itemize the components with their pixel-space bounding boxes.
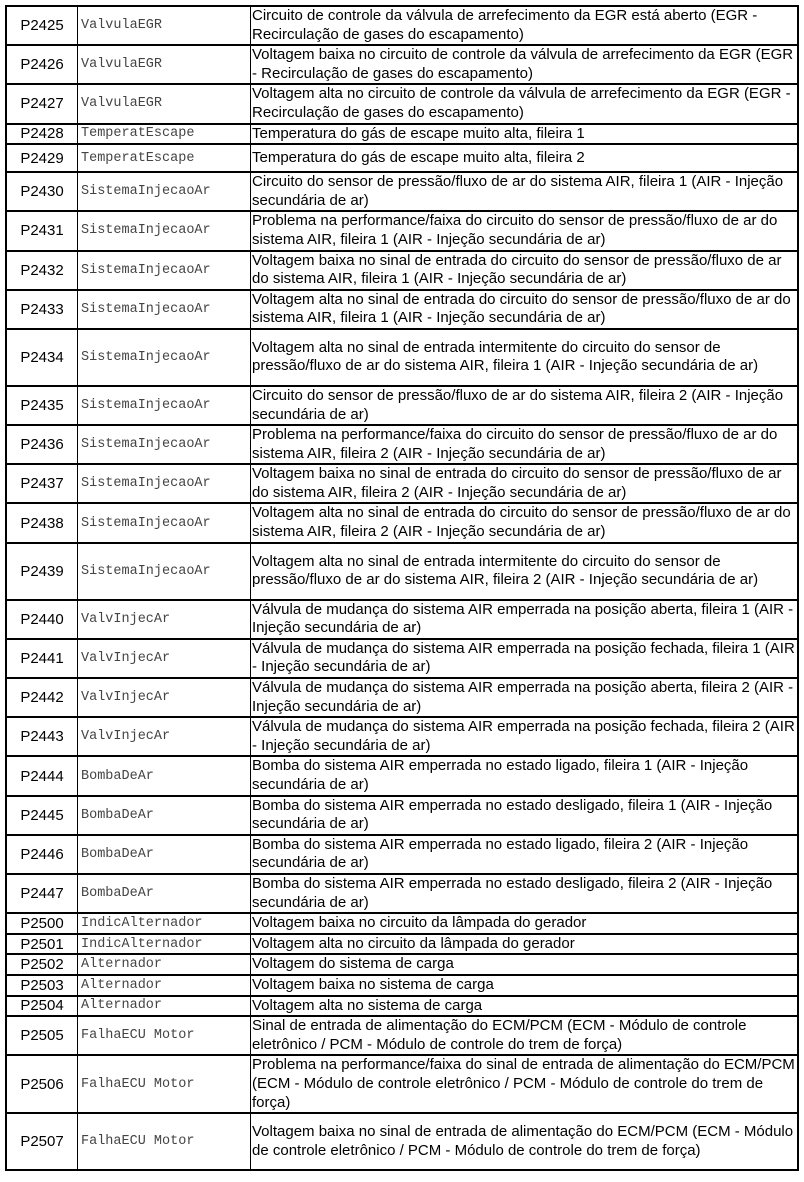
dtc-code-cell: P2504: [6, 996, 78, 1017]
system-name-cell: ValvInjecAr: [78, 717, 251, 756]
system-name-cell: Alternador: [78, 975, 251, 996]
system-name-cell: ValvInjecAr: [78, 600, 251, 639]
dtc-code-cell: P2505: [6, 1016, 78, 1055]
dtc-code-cell: P2430: [6, 172, 78, 211]
description-cell: Bomba do sistema AIR emperrada no estado ligado, fileira 2 (AIR - Injeção secundária de ar): [251, 835, 799, 874]
system-name-cell: ValvulaEGR: [78, 45, 251, 84]
description-cell: Válvula de mudança do sistema AIR emperrada na posição fechada, fileira 2 (AIR - Injeção secundária de ar): [251, 717, 799, 756]
dtc-code-cell: P2437: [6, 464, 78, 503]
dtc-code-cell: P2427: [6, 84, 78, 123]
dtc-code-cell: P2441: [6, 639, 78, 678]
table-row: [6, 874, 798, 913]
description-cell: Voltagem baixa no sistema de carga: [251, 975, 799, 996]
description-cell: Voltagem alta no sinal de entrada do circuito do sensor de pressão/fluxo de ar do sistema AIR, fileira 2 (AIR - Injeção secundária de ar): [251, 503, 799, 542]
table-row: [6, 1113, 798, 1170]
table-row: [6, 172, 798, 211]
table-row: [6, 1016, 798, 1055]
dtc-code-cell: P2440: [6, 600, 78, 639]
description-cell: Problema na performance/faixa do circuito do sensor de pressão/fluxo de ar do sistema AIR, fileira 2 (AIR - Injeção secundária de ar): [251, 425, 799, 464]
table-row: [6, 796, 798, 835]
system-name-cell: ValvulaEGR: [78, 84, 251, 123]
system-name-cell: FalhaECU Motor: [78, 1055, 251, 1113]
system-name-cell: BombaDeAr: [78, 874, 251, 913]
table-row: [6, 425, 798, 464]
description-cell: Temperatura do gás de escape muito alta, fileira 1: [251, 124, 799, 145]
description-cell: Voltagem alta no sinal de entrada do circuito do sensor de pressão/fluxo de ar do sistema AIR, fileira 1 (AIR - Injeção secundária de ar): [251, 290, 799, 329]
dtc-code-table: [5, 5, 799, 1171]
system-name-cell: FalhaECU Motor: [78, 1113, 251, 1170]
description-cell: Circuito do sensor de pressão/fluxo de ar do sistema AIR, fileira 1 (AIR - Injeção secundária de ar): [251, 172, 799, 211]
table-row: [6, 329, 798, 386]
system-name-cell: SistemaInjecaoAr: [78, 464, 251, 503]
system-name-cell: SistemaInjecaoAr: [78, 251, 251, 290]
system-name-cell: IndicAlternador: [78, 913, 251, 934]
dtc-code-cell: P2426: [6, 45, 78, 84]
system-name-cell: ValvulaEGR: [78, 6, 251, 45]
dtc-code-cell: P2432: [6, 251, 78, 290]
dtc-code-cell: P2503: [6, 975, 78, 996]
table-row: [6, 678, 798, 717]
table-row: [6, 639, 798, 678]
dtc-code-cell: P2443: [6, 717, 78, 756]
system-name-cell: SistemaInjecaoAr: [78, 425, 251, 464]
description-cell: Voltagem baixa no circuito da lâmpada do gerador: [251, 913, 799, 934]
system-name-cell: SistemaInjecaoAr: [78, 211, 251, 250]
dtc-code-cell: P2445: [6, 796, 78, 835]
dtc-code-cell: P2502: [6, 954, 78, 975]
table-row: [6, 996, 798, 1017]
dtc-code-cell: P2435: [6, 386, 78, 425]
description-cell: Válvula de mudança do sistema AIR emperrada na posição fechada, fileira 1 (AIR - Injeção secundária de ar): [251, 639, 799, 678]
system-name-cell: TemperatEscape: [78, 124, 251, 145]
system-name-cell: SistemaInjecaoAr: [78, 172, 251, 211]
description-cell: Voltagem baixa no circuito de controle da válvula de arrefecimento da EGR (EGR - Recirculação de gases do escapamento): [251, 45, 799, 84]
dtc-table-body: [6, 6, 798, 1170]
description-cell: Voltagem alta no circuito da lâmpada do gerador: [251, 934, 799, 955]
dtc-code-cell: P2507: [6, 1113, 78, 1170]
description-cell: Voltagem alta no sinal de entrada intermitente do circuito do sensor de pressão/fluxo de ar do sistema AIR, fileira 1 (AIR - Injeção secundária de ar): [251, 329, 799, 386]
table-row: [6, 84, 798, 123]
dtc-code-cell: P2438: [6, 503, 78, 542]
description-cell: Sinal de entrada de alimentação do ECM/PCM (ECM - Módulo de controle eletrônico / PCM - Módulo de controle do trem de força): [251, 1016, 799, 1055]
table-row: [6, 251, 798, 290]
table-row: [6, 934, 798, 955]
table-row: [6, 386, 798, 425]
description-cell: Bomba do sistema AIR emperrada no estado desligado, fileira 1 (AIR - Injeção secundária de ar): [251, 796, 799, 835]
system-name-cell: SistemaInjecaoAr: [78, 386, 251, 425]
system-name-cell: TemperatEscape: [78, 144, 251, 172]
dtc-code-cell: P2428: [6, 124, 78, 145]
system-name-cell: BombaDeAr: [78, 756, 251, 795]
system-name-cell: BombaDeAr: [78, 835, 251, 874]
table-row: [6, 464, 798, 503]
description-cell: Voltagem baixa no sinal de entrada do circuito do sensor de pressão/fluxo de ar do sistema AIR, fileira 2 (AIR - Injeção secundária de ar): [251, 464, 799, 503]
description-cell: Problema na performance/faixa do sinal de entrada de alimentação do ECM/PCM (ECM - Módulo de controle eletrônico / PCM - Módulo de controle do trem de força): [251, 1055, 799, 1113]
dtc-code-cell: P2501: [6, 934, 78, 955]
system-name-cell: SistemaInjecaoAr: [78, 329, 251, 386]
description-cell: Voltagem alta no sistema de carga: [251, 996, 799, 1017]
system-name-cell: ValvInjecAr: [78, 639, 251, 678]
description-cell: Circuito do sensor de pressão/fluxo de ar do sistema AIR, fileira 2 (AIR - Injeção secundária de ar): [251, 386, 799, 425]
table-row: [6, 913, 798, 934]
description-cell: Válvula de mudança do sistema AIR emperrada na posição aberta, fileira 1 (AIR - Injeção secundária de ar): [251, 600, 799, 639]
dtc-code-cell: P2446: [6, 835, 78, 874]
table-row: [6, 975, 798, 996]
table-row: [6, 144, 798, 172]
dtc-code-cell: P2506: [6, 1055, 78, 1113]
dtc-code-cell: P2436: [6, 425, 78, 464]
dtc-code-cell: P2429: [6, 144, 78, 172]
dtc-code-cell: P2500: [6, 913, 78, 934]
table-row: [6, 290, 798, 329]
dtc-code-cell: P2442: [6, 678, 78, 717]
dtc-code-cell: P2433: [6, 290, 78, 329]
description-cell: Voltagem alta no sinal de entrada intermitente do circuito do sensor de pressão/fluxo de ar do sistema AIR, fileira 2 (AIR - Injeção secundária de ar): [251, 543, 799, 600]
dtc-code-cell: P2444: [6, 756, 78, 795]
dtc-code-cell: P2434: [6, 329, 78, 386]
table-row: [6, 835, 798, 874]
dtc-code-cell: P2447: [6, 874, 78, 913]
system-name-cell: BombaDeAr: [78, 796, 251, 835]
table-row: [6, 543, 798, 600]
description-cell: Bomba do sistema AIR emperrada no estado desligado, fileira 2 (AIR - Injeção secundária de ar): [251, 874, 799, 913]
table-row: [6, 600, 798, 639]
description-cell: Bomba do sistema AIR emperrada no estado ligado, fileira 1 (AIR - Injeção secundária de ar): [251, 756, 799, 795]
table-row: [6, 503, 798, 542]
table-row: [6, 211, 798, 250]
table-row: [6, 756, 798, 795]
table-row: [6, 124, 798, 145]
description-cell: Voltagem baixa no sinal de entrada de alimentação do ECM/PCM (ECM - Módulo de controle eletrônico / PCM - Módulo de controle do trem de força): [251, 1113, 799, 1170]
system-name-cell: IndicAlternador: [78, 934, 251, 955]
description-cell: Circuito de controle da válvula de arrefecimento da EGR está aberto (EGR - Recirculação de gases do escapamento): [251, 6, 799, 45]
description-cell: Voltagem alta no circuito de controle da válvula de arrefecimento da EGR (EGR - Recirculação de gases do escapamento): [251, 84, 799, 123]
table-row: [6, 45, 798, 84]
system-name-cell: SistemaInjecaoAr: [78, 543, 251, 600]
system-name-cell: FalhaECU Motor: [78, 1016, 251, 1055]
description-cell: Problema na performance/faixa do circuito do sensor de pressão/fluxo de ar do sistema AIR, fileira 1 (AIR - Injeção secundária de ar): [251, 211, 799, 250]
table-row: [6, 1055, 798, 1113]
description-cell: Voltagem baixa no sinal de entrada do circuito do sensor de pressão/fluxo de ar do sistema AIR, fileira 1 (AIR - Injeção secundária de ar): [251, 251, 799, 290]
description-cell: Voltagem do sistema de carga: [251, 954, 799, 975]
table-row: [6, 954, 798, 975]
description-cell: Temperatura do gás de escape muito alta, fileira 2: [251, 144, 799, 172]
description-cell: Válvula de mudança do sistema AIR emperrada na posição aberta, fileira 2 (AIR - Injeção secundária de ar): [251, 678, 799, 717]
table-row: [6, 6, 798, 45]
dtc-code-cell: P2439: [6, 543, 78, 600]
dtc-code-cell: P2425: [6, 6, 78, 45]
system-name-cell: Alternador: [78, 954, 251, 975]
system-name-cell: ValvInjecAr: [78, 678, 251, 717]
dtc-code-cell: P2431: [6, 211, 78, 250]
system-name-cell: SistemaInjecaoAr: [78, 503, 251, 542]
table-row: [6, 717, 798, 756]
system-name-cell: SistemaInjecaoAr: [78, 290, 251, 329]
system-name-cell: Alternador: [78, 996, 251, 1017]
